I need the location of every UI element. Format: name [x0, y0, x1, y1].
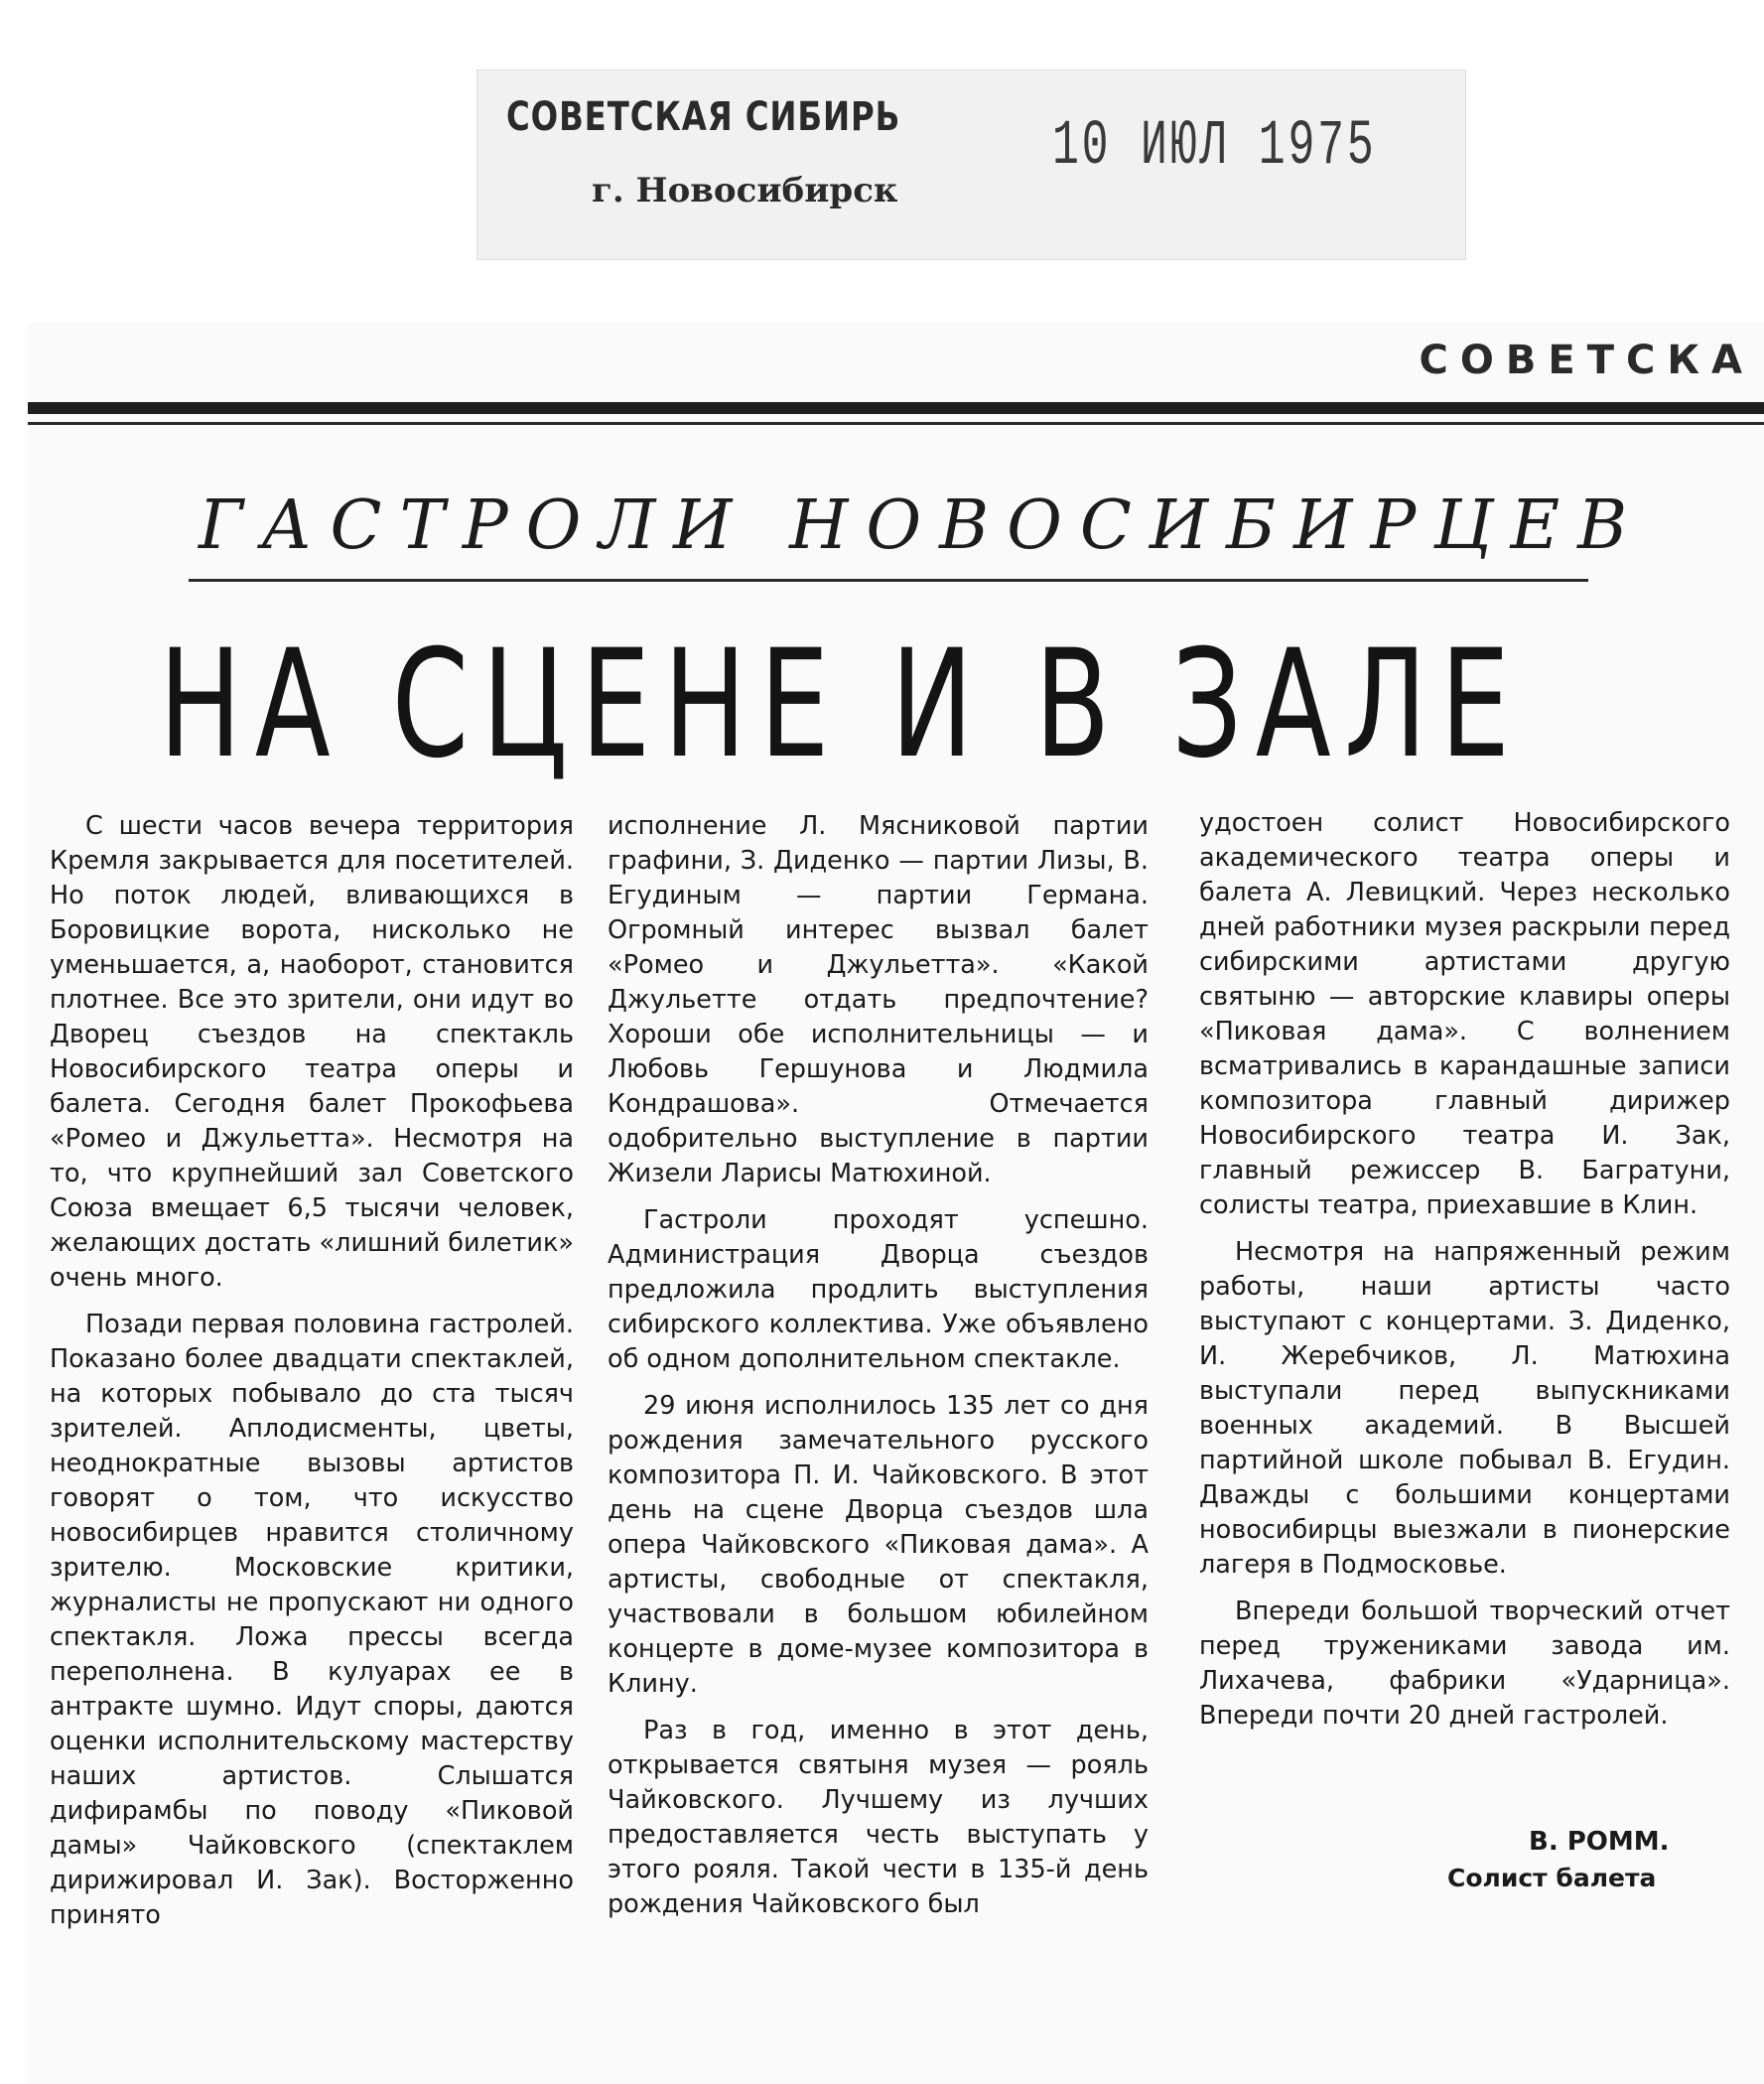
paragraph: Впереди большой творческий отчет перед тружениками завода им. Лихачева, фабрики «Ударница». Впереди почти 20 дней гастролей.: [1199, 1597, 1730, 1731]
article-headline: НА СЦЕНЕ И В ЗАЛЕ: [159, 619, 1524, 791]
top-thin-rule: [28, 422, 1764, 425]
paragraph: Несмотря на напряженный режим работы, наши артисты часто выступают с концертами. З. Диденко, И. Жеребчиков, Л. Матюхина выступали перед выпускниками военных академий. В Высшей партийной школе побывал В. Егудин. Дважды с большими концертами новосибирцы выезжали в пионерские лагеря в Подмосковье.: [1199, 1237, 1730, 1580]
paragraph: удостоен солист Новосибирского академического театра оперы и балета А. Левицкий. Через несколько дней работники музея раскрыли перед сибирскими артистами другую святыню — авторские клавиры оперы «Пиковая дама». С волнением всматривались в карандашные записи композитора главный дирижер Новосибирского театра И. Зак, главный режиссер В. Багратуни, солисты театра, приехавшие в Клин.: [1199, 808, 1730, 1220]
article-rubric: ГАСТРОЛИ НОВОСИБИРЦЕВ: [199, 486, 1646, 565]
stamp-date: 10 ИЮЛ 1975: [1052, 111, 1377, 183]
rubric-underline: [189, 579, 1588, 582]
article-column-3: [1199, 806, 1730, 1734]
author-name: В. РОММ.: [1529, 1827, 1670, 1857]
article-column-2: [608, 809, 1149, 1922]
paragraph: Гастроли проходят успешно. Администрация Дворца съездов предложила продлить выступления сибирского коллектива. Уже объявлено об одном дополнительном спектакле.: [608, 1205, 1149, 1374]
stamp-newspaper-name: СОВЕТСКАЯ СИБИРЬ: [506, 94, 901, 140]
article-column-1: [50, 809, 574, 1933]
paragraph: Позади первая половина гастролей. Показано более двадцати спектаклей, на которых побывало до ста тысяч зрителей. Аплодисменты, цветы, неоднократные вызовы артистов говорят о том, что искусство новосибирцев нравится столичному зрителю. Московские критики, журналисты не пропускают ни одного спектакля. Ложа прессы всегда переполнена. В кулуарах ее в антракте шумно. Идут споры, даются оценки исполнительскому мастерству наших артистов. Слышатся дифирамбы по поводу «Пиковой дамы» Чайковского (спектаклем дирижировал И. Зак). Восторженно принято: [50, 1310, 574, 1930]
paragraph: Раз в год, именно в этот день, открывается святыня музея — рояль Чайковского. Лучшему из лучших предоставляется честь выступать у этого рояля. Такой чести в 135-й день рождения Чайковского был: [608, 1716, 1149, 1919]
top-rule: [28, 402, 1764, 414]
paragraph: С шести часов вечера территория Кремля закрывается для посетителей. Но поток людей, вливающихся в Боровицкие ворота, нисколько не уменьшается, а, наоборот, становится плотнее. Все это зрители, они идут во Дворец съездов на спектакль Новосибирского театра оперы и балета. Сегодня балет Прокофьева «Ромео и Джульетта». Несмотря на то, что крупнейший зал Советского Союза вмещает 6,5 тысячи человек, желающих достать «лишний билетик» очень много.: [50, 811, 575, 1293]
stamp-city: г. Новосибирск: [592, 171, 898, 210]
author-role: Солист балета: [1447, 1864, 1657, 1892]
paragraph: исполнение Л. Мясниковой партии графини, З. Диденко — партии Лизы, В. Егудиным — партии Германа. Огромный интерес вызвал балет «Ромео и Джульетта». «Какой Джульетте отдать предпочтение? Хороши обе исполнительницы — и Любовь Гершунова и Людмила Кондрашова». Отмечается одобрительно выступление в партии Жизели Ларисы Матюхиной.: [608, 811, 1149, 1188]
masthead-fragment: СОВЕТСКА: [1419, 338, 1754, 383]
paragraph: 29 июня исполнилось 135 лет со дня рождения замечательного русского композитора П. И. Чайковского. В этот день на сцене Дворца съездов шла опера Чайковского «Пиковая дама». А артисты, свободные от спектакля, участвовали в большом юбилейном концерте в доме-музее композитора в Клину.: [608, 1391, 1149, 1699]
